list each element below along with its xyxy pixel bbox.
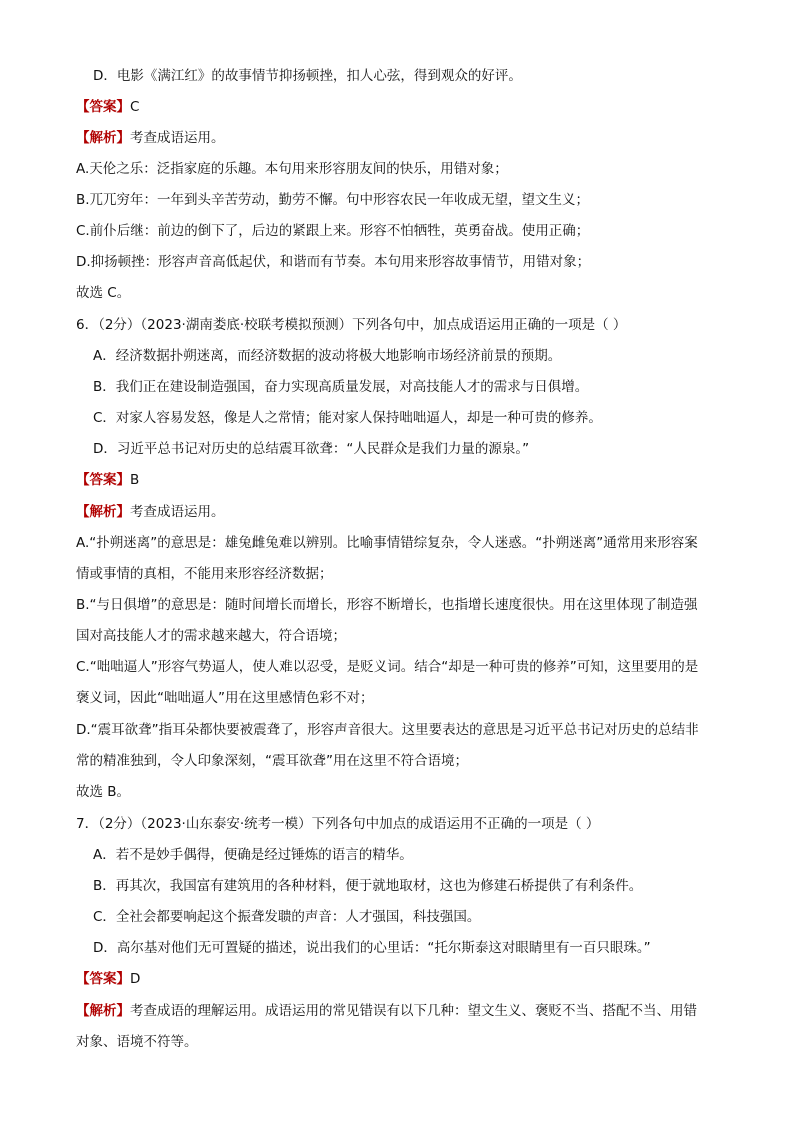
q6-option-a: A．经济数据扑朔迷离，而经济数据的波动将极大地影响市场经济前景的预期。 — [93, 348, 562, 364]
q5-analysis-line: D.抑扬顿挫：形容声音高低起伏，和谐而有节奏。本句用来形容故事情节，用错对象； — [76, 254, 591, 270]
q7-analysis-intro — [76, 1002, 697, 1020]
q6-analysis-line: 常的精准独到，令人印象深刻，“震耳欲聋”用在这里不符合语境； — [76, 753, 468, 769]
q6-analysis-line: B.“与日俱增”的意思是：随时间增长而增长，形容不断增长，也指增长速度很快。用在这里体现了制造强 — [76, 597, 698, 613]
q7-answer — [76, 970, 140, 988]
q6-answer — [76, 471, 139, 489]
q6-option-b: B．我们正在建设制造强国，奋力实现高质量发展，对高技能人才的需求与日俱增。 — [93, 379, 589, 395]
q7-option-c: C．全社会都要响起这个振聋发聩的声音：人才强国，科技强国。 — [93, 909, 481, 925]
q6-analysis-line: 褒义词，因此“咄咄逼人”用在这里感情色彩不对； — [76, 690, 374, 706]
answer-value: C — [130, 99, 140, 115]
q7-option-b: B．再其次，我国富有建筑用的各种材料，便于就地取材，这也为修建石桥提供了有利条件。 — [93, 878, 643, 894]
analysis-intro-text: 考查成语的理解运用。成语运用的常见错误有以下几种：望文生义、褒贬不当、搭配不当、用错 — [130, 1003, 697, 1019]
q5-answer — [76, 98, 139, 116]
q6-option-c: C．对家人容易发怒，像是人之常情；能对家人保持咄咄逼人，却是一种可贵的修养。 — [93, 410, 602, 426]
q6-analysis-line: C.“咄咄逼人”形容气势逼人，使人难以忍受，是贬义词。结合“却是一种可贵的修养”可知，这里要用的是 — [76, 659, 699, 675]
q7-option-a: A．若不是妙手偶得，便确是经过锤炼的语言的精华。 — [93, 847, 413, 863]
analysis-tag: 【解析】 — [76, 130, 130, 146]
answer-tag: 【答案】 — [76, 472, 130, 488]
analysis-intro-text: 考查成语运用。 — [130, 504, 225, 520]
q5-analysis-line: B.兀兀穷年：一年到头辛苦劳动，勤劳不懈。句中形容农民一年收成无望，望文生义； — [76, 192, 590, 208]
q6-analysis-line: D.“震耳欲聋”指耳朵都快要被震聋了，形容声音很大。这里要表达的意思是习近平总书记对历史的总结非 — [76, 722, 699, 738]
q7-stem: 7．（2分）（2023·山东泰安·统考一模）下列各句中加点的成语运用不正确的一项是（ ） — [76, 816, 600, 832]
q5-analysis-line: C.前仆后继：前边的倒下了，后边的紧跟上来。形容不怕牺牲，英勇奋战。使用正确； — [76, 223, 590, 239]
q5-analysis-intro — [76, 129, 225, 147]
q6-stem: 6．（2分）（2023·湖南娄底·校联考模拟预测）下列各句中，加点成语运用正确的一项是（ ） — [76, 317, 627, 333]
analysis-tag: 【解析】 — [76, 1003, 130, 1019]
answer-value: B — [130, 472, 140, 488]
q6-analysis-line: A.“扑朔迷离”的意思是：雄兔雌兔难以辨别。比喻事情错综复杂，令人迷惑。“扑朔迷离”通常用来形容案 — [76, 535, 698, 551]
analysis-intro-text: 考查成语运用。 — [130, 130, 225, 146]
q6-analysis-intro — [76, 503, 225, 521]
q6-analysis-line: 情或事情的真相，不能用来形容经济数据； — [76, 566, 333, 582]
answer-tag: 【答案】 — [76, 99, 130, 115]
analysis-tag: 【解析】 — [76, 504, 130, 520]
q6-option-d: D．习近平总书记对历史的总结震耳欲聋：“人民群众是我们力量的源泉。” — [93, 441, 530, 457]
q7-option-d: D．高尔基对他们无可置疑的描述，说出我们的心里话：“托尔斯泰这对眼睛里有一百只眼珠。” — [93, 940, 651, 956]
q6-analysis-conclusion: 故选 B。 — [76, 784, 131, 800]
answer-tag: 【答案】 — [76, 971, 130, 987]
q5-option-d: D．电影《满江红》的故事情节抑扬顿挫，扣人心弦，得到观众的好评。 — [93, 68, 522, 84]
answer-value: D — [130, 971, 141, 987]
q6-analysis-line: 国对高技能人才的需求越来越大，符合语境； — [76, 628, 346, 644]
q5-analysis-conclusion: 故选 C。 — [76, 285, 131, 301]
q7-analysis-cont: 对象、语境不符等。 — [76, 1034, 198, 1050]
q5-analysis-line: A.天伦之乐：泛指家庭的乐趣。本句用来形容朋友间的快乐，用错对象； — [76, 161, 508, 177]
